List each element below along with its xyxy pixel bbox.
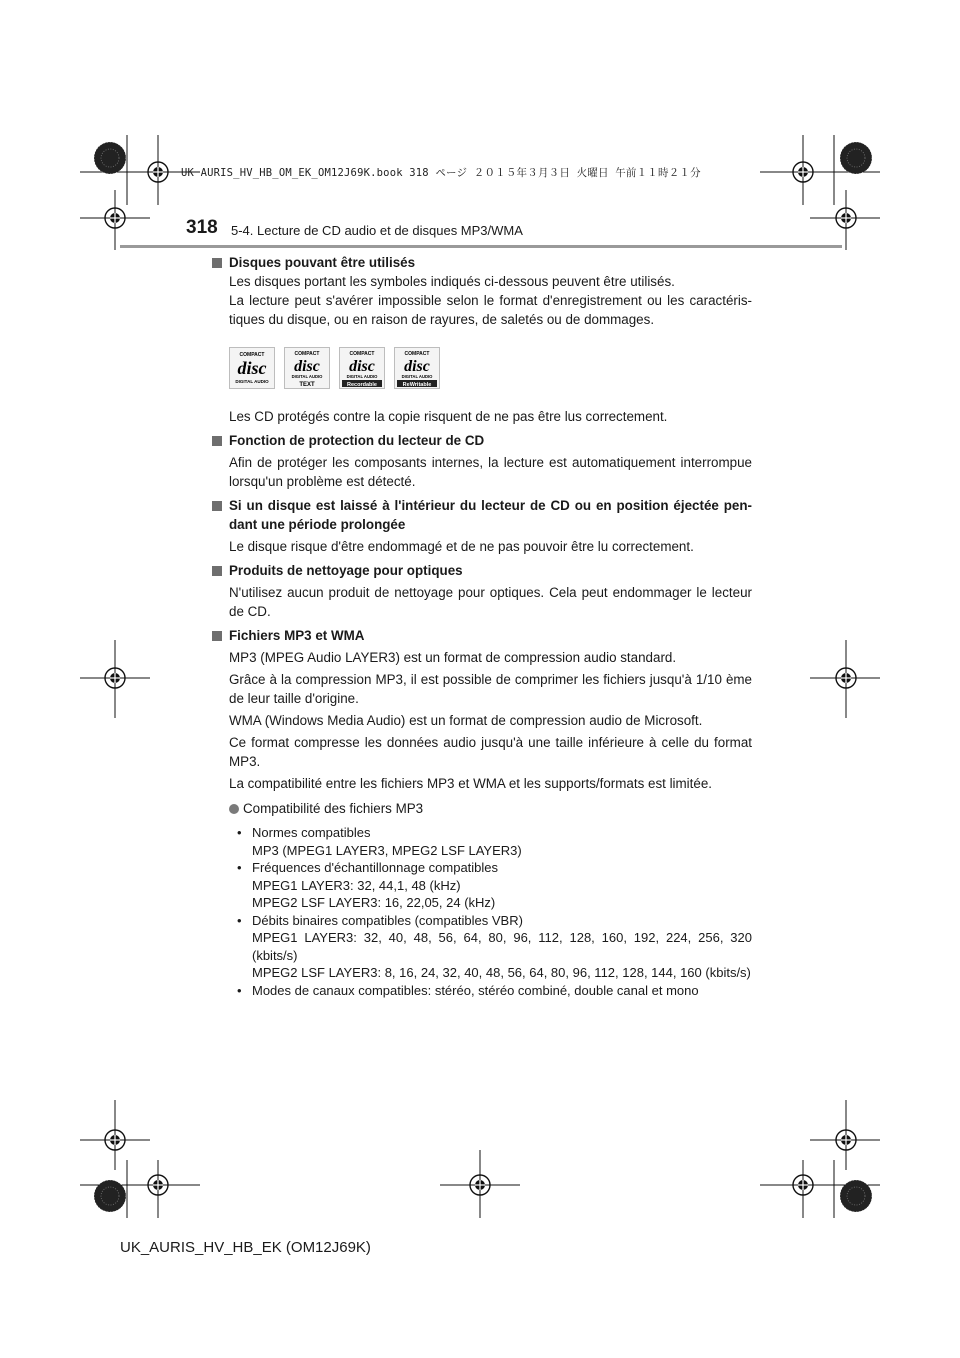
compact-disc-recordable-logo: [339, 347, 385, 389]
paragraph: Le disque risque d'être endommagé et de ne pas pouvoir être lu correctement.: [229, 539, 694, 554]
circle-bullet-icon: [229, 804, 239, 814]
paragraph: La lecture peut s'avérer impossible selon le format d'enregistrement ou les caractéris-tiques du disque, ou en raison de rayures, de saletés ou de dommages.: [229, 293, 752, 327]
paragraph: Les CD protégés contre la copie risquent de ne pas être lus correctement.: [229, 409, 668, 424]
print-book-info: UK AURIS_HV_HB_OM_EK_OM12J69K.book 318 ページ ２０１５年３月３日 火曜日 午前１１時２１分: [181, 167, 701, 179]
svg-text:disc: disc: [237, 358, 267, 378]
list-item: [237, 824, 752, 859]
section-cleaning-products: [212, 561, 752, 621]
section-heading: Fichiers MP3 et WMA: [229, 628, 365, 643]
square-bullet-icon: [212, 501, 222, 511]
list-item-text: Modes de canaux compatibles: stéréo, stéréo combiné, double canal et mono: [252, 982, 699, 998]
section-heading: Disques pouvant être utilisés: [229, 255, 416, 270]
header-rule: [120, 245, 842, 248]
paragraph: MP3 (MPEG Audio LAYER3) est un format de compression audio standard.: [229, 650, 677, 665]
subsection-heading: Compatibilité des fichiers MP3: [243, 801, 424, 816]
compact-disc-rewritable-logo: [394, 347, 440, 389]
paragraph: La compatibilité entre les fichiers MP3 et WMA et les supports/formats est limitée.: [229, 776, 712, 791]
section-cd-protection: [212, 431, 752, 491]
bullet-dot: •: [237, 860, 242, 875]
list-item: [237, 859, 752, 912]
svg-text:Recordable: Recordable: [347, 382, 377, 388]
svg-text:COMPACT: COMPACT: [349, 351, 375, 357]
list-item-text: Normes compatibles MP3 (MPEG1 LAYER3, MPEG2 LSF LAYER3): [252, 825, 522, 858]
square-bullet-icon: [212, 566, 222, 576]
list-item-text: Débits binaires compatibles (compatibles VBR) MPEG1 LAYER3: 32, 40, 48, 56, 64, 80, 96, 112, 128, 160, 192, 224, 256, 320 (kbits/s) MPEG2 LSF LAYER3: 8, 16, 24, 32, 40, 48, 56, 64, 80, 96, 112, 128, 144, 160 (kbits/s): [252, 912, 752, 980]
svg-text:COMPACT: COMPACT: [294, 351, 320, 357]
svg-text:disc: disc: [294, 358, 320, 375]
paragraph: Grâce à la compression MP3, il est possible de comprimer les fichiers jusqu'à 1/10 ème de leur taille d'origine.: [229, 672, 752, 706]
bullet-dot: •: [237, 982, 242, 998]
svg-text:ReWritable: ReWritable: [402, 382, 432, 388]
compatibility-list: [237, 824, 752, 999]
svg-text:DIGITAL AUDIO: DIGITAL AUDIO: [235, 379, 269, 384]
svg-text:COMPACT: COMPACT: [404, 351, 430, 357]
paragraph: Afin de protéger les composants internes, la lecture est automatiquement interrompue lorsqu'un problème est détecté.: [229, 455, 752, 489]
list-item: [237, 982, 752, 1000]
compact-disc-logo: [229, 347, 275, 389]
bullet-dot: •: [237, 825, 242, 840]
page-number: 318: [186, 217, 218, 238]
section-usable-discs: [212, 253, 752, 426]
compact-disc-text-logo: [284, 347, 330, 389]
section-heading: Fonction de protection du lecteur de CD: [229, 433, 485, 448]
section-disc-left-inside: [212, 496, 752, 556]
disc-logo-row: [229, 347, 752, 389]
paragraph: N'utilisez aucun produit de nettoyage pour optiques. Cela peut endommager le lecteur de CD.: [229, 585, 752, 619]
svg-text:DIGITAL AUDIO: DIGITAL AUDIO: [291, 374, 323, 379]
square-bullet-icon: [212, 258, 222, 268]
subsection-mp3-compatibility: [229, 799, 752, 818]
document-code-footer: UK_AURIS_HV_HB_EK (OM12J69K): [120, 1239, 371, 1256]
svg-text:COMPACT: COMPACT: [239, 352, 265, 358]
section-heading: Produits de nettoyage pour optiques: [229, 563, 463, 578]
section-mp3-wma-files: [212, 626, 752, 999]
paragraph: Ce format compresse les données audio jusqu'à une taille inférieure à celle du format MP3.: [229, 735, 752, 769]
svg-text:disc: disc: [349, 358, 375, 375]
svg-text:DIGITAL AUDIO: DIGITAL AUDIO: [401, 374, 433, 379]
section-header: 5-4. Lecture de CD audio et de disques MP3/WMA: [231, 223, 523, 238]
section-heading: Si un disque est laissé à l'intérieur du lecteur de CD ou en position éjectée pen-dant une période prolongée: [229, 498, 752, 532]
bullet-dot: •: [237, 912, 242, 928]
square-bullet-icon: [212, 631, 222, 641]
svg-text:TEXT: TEXT: [299, 382, 315, 388]
svg-text:DIGITAL AUDIO: DIGITAL AUDIO: [346, 374, 378, 379]
list-item-text: Fréquences d'échantillonnage compatibles MPEG1 LAYER3: 32, 44,1, 48 (kHz) MPEG2 LSF LAYER3: 16, 22,05, 24 (kHz): [252, 860, 499, 910]
paragraph: WMA (Windows Media Audio) est un format de compression audio de Microsoft.: [229, 713, 703, 728]
page-content: [212, 253, 752, 999]
paragraph: Les disques portant les symboles indiqués ci-dessous peuvent être utilisés.: [229, 274, 675, 289]
square-bullet-icon: [212, 436, 222, 446]
list-item: [237, 912, 752, 982]
svg-text:disc: disc: [404, 358, 430, 375]
